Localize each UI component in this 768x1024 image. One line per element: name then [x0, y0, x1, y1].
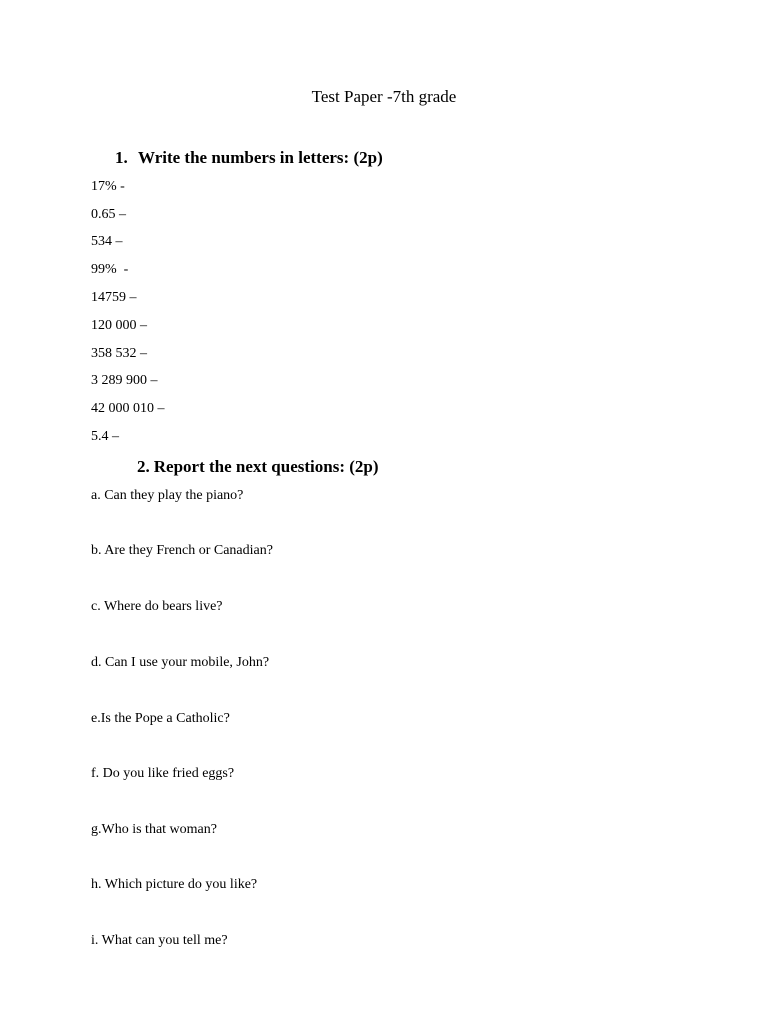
- section-2-number: 2.: [137, 457, 150, 476]
- section-2-heading: [137, 456, 379, 478]
- number-item: 358 532 –: [91, 346, 147, 361]
- number-item: 17% -: [91, 179, 125, 194]
- number-item: 42 000 010 –: [91, 401, 165, 416]
- section-1-heading-text: Write the numbers in letters: (2p): [138, 148, 383, 167]
- number-item: 5.4 –: [91, 429, 119, 444]
- number-item: 14759 –: [91, 290, 137, 305]
- question-item: h. Which picture do you like?: [91, 877, 258, 892]
- question-item: f. Do you like fried eggs?: [91, 766, 235, 781]
- question-item: c. Where do bears live?: [91, 599, 223, 614]
- question-item: a. Can they play the piano?: [91, 488, 244, 503]
- number-item: 99% -: [91, 262, 129, 277]
- question-item: g.Who is that woman?: [91, 822, 217, 837]
- question-item: d. Can I use your mobile, John?: [91, 655, 270, 670]
- section-1-number: 1.: [115, 148, 128, 167]
- question-item: b. Are they French or Canadian?: [91, 543, 273, 558]
- number-item: 0.65 –: [91, 207, 126, 222]
- section-1-heading: [115, 147, 383, 169]
- question-item: e.Is the Pope a Catholic?: [91, 711, 230, 726]
- question-item: i. What can you tell me?: [91, 933, 228, 948]
- section-2-heading-text: Report the next questions: (2p): [153, 457, 379, 476]
- number-item: 534 –: [91, 234, 123, 249]
- page-title: Test Paper -7th grade: [311, 87, 457, 106]
- number-item: 120 000 –: [91, 318, 147, 333]
- number-item: 3 289 900 –: [91, 373, 158, 388]
